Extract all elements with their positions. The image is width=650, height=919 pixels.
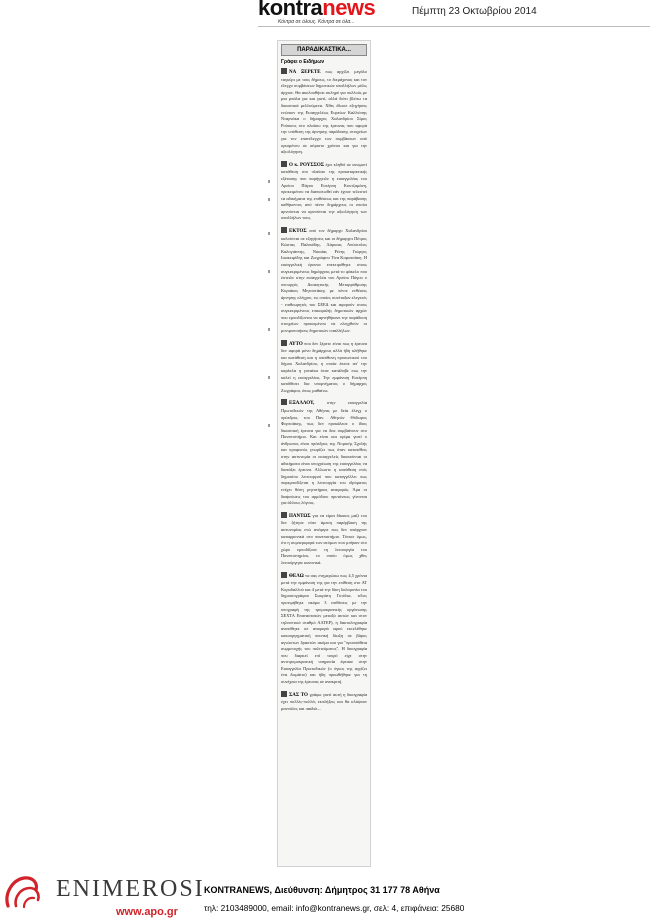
square-bullet-icon [281, 340, 287, 346]
scan-margin-marks [266, 180, 274, 440]
publisher-contact: τηλ: 2103489000, email: info@kontranews.gr, σελ: 4, επιφάνεια: 25680 [204, 903, 465, 913]
kontranews-logo [258, 0, 375, 19]
paragraph-text: να σας ενημερώσω πως 4,5 χρόνια μετά την εμφάνιση της για την επίθεση στο ΑΤ Κορυδαλλού και 4 μετά την δίκη δολοφονία του δημοσιογράφου Σωκράτη Γκιόλια, τέλος προτιμήθηκε ακόμα 3 επιθέσεις με την υπογραφή της τρομοκρατικής οργάνωσης ΣΕΧΤΑ Επαναστατών μεταξύ αυτών και στον τηλεοπτικό σταθμό ΑΛΤΕΡ), η δακτυλογραφία ανατέθηκε σε αναφορά αφού εκτελέθηκε κακουργηματική ποινική δίωξη σε βάρος αγνώστων δραστών ακόμα και για "προσπάθεια συμμετοχής του πολιτεύματος". Η δικογραφία που διαρκεί επί τουρό είχε στην αντιτρομοκρατική υπηρεσία έφτασε στην Εισαγγελία Πρωτοδικών (ο όγκος της αγγίζει ένα δωμάτιο) και ήδη προωθήθηκε για τη συνέχεια της έρευνας σε ανακριτή. [281, 572, 367, 685]
paragraph-text: από τον δήμαρχο Χαλανδρίου καλούνται σε εξηγήσεις και οι δήμαρχοι Πέτρος Κώστας Παλαιόδης, Λάρισας Απόστολος Καλογιάννης, Νικαίας Ρένης Γιώργος Ιωακειμίδης και Ζωγράφου Τίνα Κοφατσάκη. Η εισαγγελική έρευνα επεκτιρόθηκε στους συγκεκριμένους δημάρχους μετά το φάκελο που έστειλε στην εισαγγελέα του Αρείου Πάγου ο υπουργός Διοικητικής Μεταρρύθμισης Κυριάκος Μητσοτάκης με πέντε ενθέσεις άρνησης ελέγχου, τις οποίες συνέταξαν ελεγκτές - επιθεωρητές του ΣΕΕΔ και αφορούν στους συγκεκριμένους επικεφαλής δημοτικών αρχών που εμποδίζονται να αρνηθήκανε την παράδοση στοιχείων προκειμένου να ελεγχθούν οι μονιμοποιήσεις δημοτικών υπαλλήλων. [281, 228, 367, 333]
article-paragraph [281, 572, 367, 686]
article-paragraph [281, 340, 367, 395]
article-byline: Γράφει ο Ειδήμων [281, 59, 325, 65]
logo-prefix: kontra [258, 0, 323, 20]
article-paragraph [281, 227, 367, 335]
paragraph-text: στην εισαγγελία Πρωτοδικών της Αθήνας με δεία έλεγχ ο πρόεδρος του Παν. Αθηνών Θόδωρος Φορτσάκης, πως δεν προκάλεσε ο ίδιος δικαστική έρευνα για να δεα συμβαίνουν στο Πανεπιστήμιο. Και είναι και κρίμα γιατί ο άνθρωπος είναι πρόεδρος της Νομικής Σχολής και προφανώς γνωρίζει πως όταν κατατέθεις στην αστυνομία οι εισαγγελείς δικαιούνται οι αδικήματα είναι υποχρέωση της εισαγγελέας να διατάξει έρευνα. Αλλωστε η κατάθεση ενός δημοσίου λειτουργού που καταγγέλλει πως παρεμποδίζεται η λειτουργία του ιδρύματος ενέχει θέση μηνυτήριας αναφοράς. Άρα οι διαψεύσεις του αρμόδιου πρυτάνεως γίνονται για άλλους λόγους. [281, 400, 367, 506]
square-bullet-icon [281, 512, 287, 518]
logo-suffix: news [322, 0, 376, 20]
square-bullet-icon [281, 161, 287, 167]
enimerosi-swirl-icon [2, 872, 46, 910]
article-paragraph [281, 399, 367, 507]
article-body [281, 68, 367, 717]
header-divider [258, 26, 650, 27]
square-bullet-icon [281, 691, 287, 697]
publisher-address: KONTRANEWS, Διεύθυνση: Δήμητρος 31 177 78 Αθήνα [204, 885, 440, 895]
paragraph-text: έχει κληθεί σε ανωμοτί κατάθεση στο πλαίσιο της προκαταρκτικής εξέτασης που παρήγγειλε η εισαγγελέας του Αρείου Πάγου Ευτέρπη Κουτζαμάνη, προκειμένου να διαπιστωθεί εάν έχουν τελεστεί τα αδικήματα της επιθέσεως και της παράβασης καθήκοντος από πέντε δημάρχους οι οποίοι αρνούνται να αρνούνται την αξιολόγηση των υπαλλήλων τους. [281, 161, 367, 221]
column-heading: ΠΑΡΑΔΙΚΑΣΤΙΚΑ... [281, 44, 367, 56]
paragraph-text: γράφω γιατί αυτή η δικογραφία έχει πολλές-πολλές εκπλήξεις και θα κλάψουν μανούλες και παιδιά.... [281, 691, 368, 711]
article-paragraph [281, 161, 367, 222]
paragraph-lead: ΕΞΑΛΛΟΥ, [289, 401, 315, 407]
agency-name: ENIMEROSI [56, 876, 205, 902]
paragraph-lead: ΕΚΤΟΣ [289, 229, 307, 235]
paragraph-text: που δεν ξέρετε είναι πως η έρευνα δεν αφορά μόνο δημάρχους αλλά ήδη κλήθηκε και κατάθεση και η υπεύθυνη προσωπικού του δήμου Χαλανδρίου, η οποία έπεσε απ' την καρέκλα η γυναίκα όταν κατάλαβε πως την καλεί η εισαγγελέας. Την εμφάνιση Ευτέρπη κατάθέσει δια υπομνήματος ο δήμαρχος Ζωγράφου, όπως μαθαίνω. [281, 340, 367, 393]
paragraph-lead: ΣΑΣ ΤΟ [289, 692, 308, 698]
article-clipping [277, 40, 371, 867]
article-paragraph [281, 691, 367, 713]
paragraph-lead: Ο κ. ΡΟΥΣΣΟΣ [289, 162, 325, 168]
enimerosi-logo [0, 868, 205, 919]
newspaper-masthead [258, 0, 394, 26]
paragraph-lead: ΠΑΝΤΩΣ [289, 513, 311, 519]
square-bullet-icon [281, 227, 287, 233]
agency-url[interactable]: www.apo.gr [116, 906, 178, 918]
paragraph-lead: ΝΑ ΞΕΡΕΤΕ [289, 70, 321, 75]
paragraph-lead: ΑΥΤΟ [289, 341, 303, 347]
logo-tagline: Κόντρα σε όλους. Κόντρα σε όλα... [278, 19, 355, 25]
paragraph-lead: ΘΕΛΩ [289, 573, 304, 579]
paragraph-text: πως αρχίζει μεγάλο ταγκύρι με τους δήμους, το διεμάχονας και τον έλεγχο συμβάσεων δημοτικών υπαλλήλων μόλις άρχισε. Θα ακολουθήσει σκληρό για πολλούς με μια μπάλα για και γιατί, αλλά διότι βλέπω τα δικαστικά μελλούμενα. Χθες έδωσε εξηγήσεις ενώπιον της Εισαγγελέως Ευρείων Καλλιόπης Νταρνάκα ο δήμαρχος Χαλανδρίου Σίμος Ρούσσος στο πλαίσιο της έρευνας που αφορά την υπόθεση της άρνησης παράδοσης στοιχείων για τον επανέλεγχο των συμβάσεων από ορισμένου σε αόριστο χρόνου και για την αξιολόγηση. [281, 69, 367, 155]
article-paragraph [281, 68, 367, 156]
square-bullet-icon [281, 572, 287, 578]
paragraph-text: για να είμαι δίκαιος μαζί του δεν ζήτησε ούτε άμεση παρέμβαση της αστυνομίας ενώ ανέφερε πως δεν υπάρχουν καταφρονικά στο πανεπιστήμιο. Τόνισε όμως, ότι η συμπεριφορά των ατόμων που μπήκαν στο χώρο εμποδίζουν τη λειτουργία του Πανεπιστημίου, το οποίο όμως χθες λειτούργησε κανονικά. [281, 512, 367, 565]
square-bullet-icon [281, 399, 287, 405]
publication-date: Πέμπτη 23 Οκτωβρίου 2014 [412, 6, 537, 17]
square-bullet-icon [281, 68, 287, 74]
article-paragraph [281, 512, 367, 567]
